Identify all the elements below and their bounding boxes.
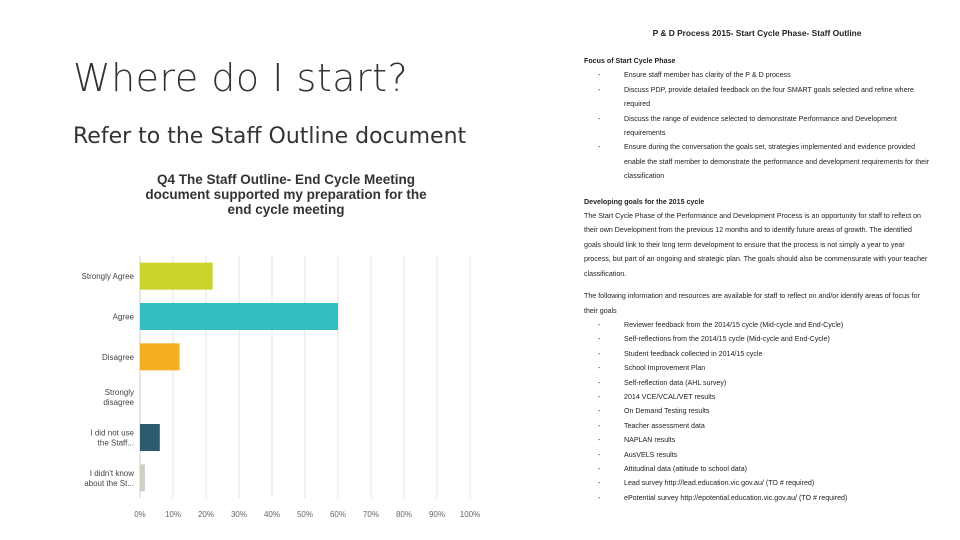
- resources-list: [584, 318, 930, 505]
- resource-item: - NAPLAN results: [584, 433, 930, 447]
- category-label: the Staff...: [97, 438, 134, 448]
- chart-title-line: document supported my preparation for the: [145, 187, 427, 202]
- resource-item: - Reviewer feedback from the 2014/15 cycle (Mid-cycle and End-Cycle): [584, 318, 930, 332]
- x-tick-label: 20%: [197, 510, 215, 519]
- resource-item: - Student feedback collected in 2014/15 cycle: [584, 347, 930, 361]
- category-label: Strongly: [104, 388, 134, 398]
- category-label: disagree: [103, 398, 134, 408]
- x-tick-label: 10%: [164, 510, 182, 519]
- x-tick-label: 80%: [395, 510, 413, 519]
- slide-subtitle: Refer to the Staff Outline document: [73, 124, 467, 149]
- chart-title: [108, 172, 464, 217]
- bar: [140, 343, 180, 370]
- resource-link-item[interactable]: - Lead survey http://lead.education.vic.gov.au/ (TO # required): [584, 476, 930, 490]
- goals-paragraph: The Start Cycle Phase of the Performance and Development Process is an opportunity for staff to reflect on their own Development from the previous 12 months and to identify future areas of growth. The identified goals should link to their long term development to ensure that the process is not simply a year to year process, but part of an ongoing and strategic plan. The goals should also be commensurate with your teacher classification.: [584, 212, 928, 278]
- category-label: Disagree: [101, 352, 134, 362]
- x-tick-label: 30%: [230, 510, 248, 519]
- x-tick-label: 70%: [362, 510, 380, 519]
- chart-title-line: Q4 The Staff Outline- End Cycle Meeting: [156, 172, 416, 187]
- staff-outline-document: [584, 22, 930, 522]
- bar: [140, 424, 160, 451]
- category-label: Strongly Agree: [81, 272, 134, 282]
- resource-link-item[interactable]: - ePotential survey http://epotential.education.vic.gov.au/ (TO # required): [584, 491, 930, 505]
- resource-item: - Self-reflection data (AHL survey): [584, 376, 930, 390]
- category-label: I didn't know: [89, 468, 134, 478]
- resource-item: - AusVELS results: [584, 448, 930, 462]
- goals-heading: Developing goals for the 2015 cycle: [584, 197, 705, 206]
- x-tick-label: 100%: [459, 510, 481, 519]
- resource-item: - Teacher assessment data: [584, 419, 930, 433]
- chart-canvas: [78, 168, 481, 530]
- survey-chart: [78, 168, 481, 530]
- resources-paragraph: The following information and resources are available for staff to reflect on and/or identify areas of focus for their goals: [584, 292, 920, 315]
- resource-item: - Self-reflections from the 2014/15 cycle (Mid-cycle and End-Cycle): [584, 332, 930, 346]
- focus-item: - Ensure staff member has clarity of the P & D process: [584, 68, 930, 82]
- category-label: Agree: [112, 312, 134, 322]
- x-tick-label: 60%: [329, 510, 347, 519]
- resource-item: - School Improvement Plan: [584, 361, 930, 375]
- focus-item: - Ensure during the conversation the goals set, strategies implemented and evidence provided enable the staff member to demonstrate the performance and development requirements for their classification: [584, 140, 930, 183]
- x-tick-label: 40%: [263, 510, 281, 519]
- focus-heading: Focus of Start Cycle Phase: [584, 57, 676, 65]
- focus-list: [584, 68, 930, 183]
- resource-item: - On Demand Testing results: [584, 404, 930, 418]
- focus-item: - Discuss the range of evidence selected to demonstrate Performance and Development requirements: [584, 112, 930, 141]
- slide-title: Where do I start?: [73, 56, 409, 100]
- category-label: about the St...: [84, 478, 134, 488]
- chart-title-line: end cycle meeting: [227, 202, 345, 217]
- x-tick-label: 90%: [428, 510, 446, 519]
- document-title: P & D Process 2015- Start Cycle Phase- Staff Outline: [652, 28, 862, 38]
- bar: [140, 263, 213, 290]
- focus-item: - Discuss PDP, provide detailed feedback on the four SMART goals selected and refine where required: [584, 83, 930, 112]
- x-tick-label: 50%: [296, 510, 314, 519]
- bar: [140, 303, 338, 330]
- resource-item: - 2014 VCE/VCAL/VET results: [584, 390, 930, 404]
- category-label: I did not use: [90, 428, 134, 438]
- bar: [140, 464, 145, 491]
- resource-item: - Attitudinal data (attitude to school data): [584, 462, 930, 476]
- x-tick-label: 0%: [134, 510, 146, 519]
